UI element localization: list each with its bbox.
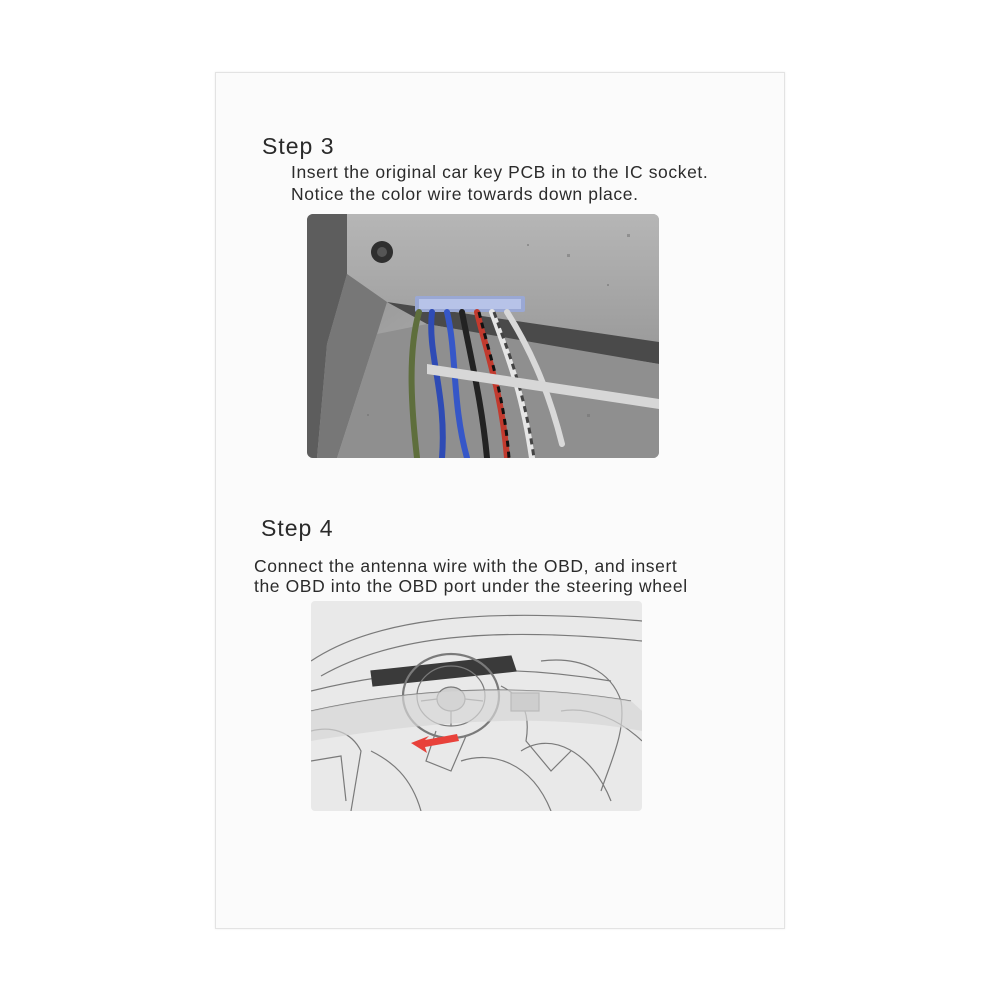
step-3-text-line-1: Insert the original car key PCB in to the IC socket. (291, 162, 709, 182)
wiring-harness-photo (307, 214, 659, 458)
wiring-harness-image (307, 214, 659, 458)
step-4-text-line-1: Connect the antenna wire with the OBD, and insert (254, 556, 678, 576)
step-4-text-line-2: the OBD into the OBD port under the steering wheel (254, 576, 688, 596)
step-4-title: Step 4 (261, 515, 334, 541)
car-interior-sketch (311, 601, 642, 811)
car-interior-image (311, 601, 642, 811)
instruction-card (215, 72, 785, 929)
step-3-title: Step 3 (262, 133, 335, 159)
step-3-text-line-2: Notice the color wire towards down place. (291, 184, 639, 204)
